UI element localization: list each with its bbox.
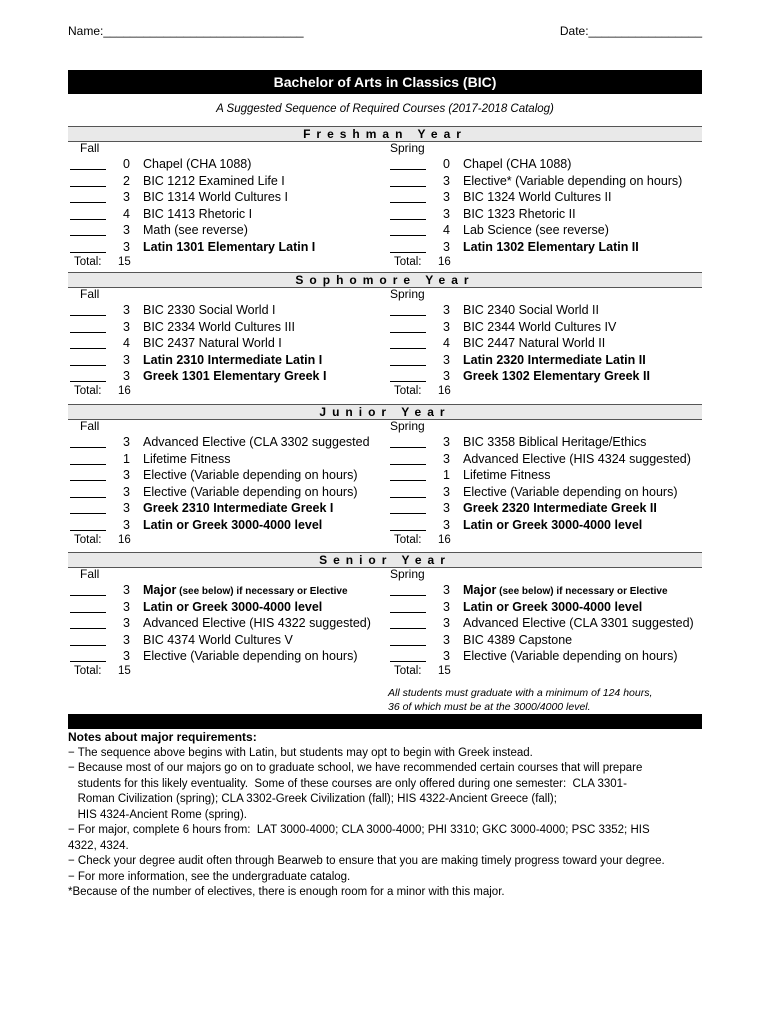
note-item: − For major, complete 6 hours from: LAT 3000-4000; CLA 3000-4000; PHI 3310; GKC 3000-4000; PSC 3352; HIS (68, 824, 650, 836)
course-name: BIC 4374 World Cultures V (143, 632, 293, 647)
course-name: Elective (Variable depending on hours) (143, 649, 358, 664)
note-item: − The sequence above begins with Latin, but students may opt to begin with Greek instead. (68, 746, 533, 759)
total-hours: 16 (438, 385, 451, 397)
grade-blank[interactable] (70, 303, 106, 316)
grade-blank[interactable] (390, 649, 426, 662)
grade-blank[interactable] (390, 303, 426, 316)
divider-bar (68, 714, 702, 729)
course-name: BIC 2330 Social World I (143, 303, 276, 317)
credit-hours: 3 (123, 599, 130, 614)
grade-blank[interactable] (390, 633, 426, 646)
grade-blank[interactable] (70, 600, 106, 613)
course-name-main: Major (143, 583, 177, 597)
credit-hours: 3 (443, 303, 450, 317)
course-name: Lifetime Fitness (463, 468, 551, 483)
grade-blank[interactable] (390, 174, 426, 187)
credit-hours: 3 (123, 352, 130, 367)
course-name: Advanced Elective (HIS 4324 suggested) (463, 451, 691, 466)
course-name: Latin or Greek 3000-4000 level (463, 599, 643, 614)
credit-hours: 4 (443, 336, 450, 351)
fall-label: Fall (80, 141, 100, 155)
spring-label: Spring (390, 567, 425, 581)
credit-hours: 3 (123, 518, 130, 532)
credit-hours: 3 (443, 190, 450, 205)
grade-blank[interactable] (390, 336, 426, 349)
grade-blank[interactable] (70, 649, 106, 662)
credit-hours: 4 (123, 336, 130, 351)
notes-list (68, 746, 708, 901)
spring-label: Spring (390, 141, 425, 155)
course-name: Math (see reverse) (143, 223, 248, 238)
total-hours: 15 (118, 665, 131, 677)
course-name-note: (see below) if necessary or Elective (496, 586, 668, 597)
spring-label: Spring (390, 419, 425, 433)
credit-hours: 1 (123, 451, 130, 466)
notes-title: Notes about major requirements: (68, 730, 257, 744)
course-name: Chapel (CHA 1088) (143, 157, 252, 171)
course-name: Latin or Greek 3000-4000 level (463, 518, 643, 532)
course-name: Greek 1302 Elementary Greek II (463, 369, 650, 384)
credit-hours: 3 (123, 369, 130, 384)
total-hours: 15 (118, 255, 131, 268)
graduation-note (388, 686, 652, 714)
grade-blank[interactable] (390, 518, 426, 531)
course-name: BIC 2340 Social World II (463, 303, 599, 317)
course-name: BIC 2334 World Cultures III (143, 319, 295, 334)
fall-label: Fall (80, 567, 100, 581)
credit-hours: 3 (443, 352, 450, 367)
grade-blank[interactable] (70, 501, 106, 514)
grade-blank[interactable] (70, 207, 106, 220)
grade-blank[interactable] (70, 485, 106, 498)
note-item: − Because most of our majors go on to graduate school, we have recommended certain courses that will prepare (68, 762, 643, 774)
course-name: BIC 2344 World Cultures IV (463, 319, 617, 334)
grade-blank[interactable] (70, 518, 106, 531)
credit-hours: 3 (123, 303, 130, 317)
note-item: *Because of the number of electives, there is enough room for a minor with this major. (68, 886, 505, 898)
date-field[interactable]: Date:_________________ (559, 24, 702, 38)
course-name: Advanced Elective (HIS 4322 suggested) (143, 616, 371, 631)
grade-blank[interactable] (390, 190, 426, 203)
grade-blank[interactable] (390, 157, 426, 170)
fall-label: Fall (80, 287, 100, 301)
course-name: BIC 4389 Capstone (463, 632, 573, 647)
note-item: students for this likely eventuality. Some of these courses are only offered during one semester: CLA 3301- (68, 777, 627, 790)
credit-hours: 3 (123, 501, 130, 516)
grade-blank[interactable] (70, 633, 106, 646)
total-label: Total: (74, 665, 102, 677)
course-name-note: (see below) if necessary or Elective (176, 586, 348, 597)
grade-blank[interactable] (70, 223, 106, 236)
year-header: Junior Year (68, 404, 702, 420)
grade-blank[interactable] (390, 616, 426, 629)
grade-blank[interactable] (70, 452, 106, 465)
grade-blank[interactable] (70, 190, 106, 203)
graduation-note-line: 36 of which must be at the 3000/4000 level. (388, 701, 591, 713)
total-label: Total: (394, 385, 422, 397)
note-item: − Check your degree audit often through Bearweb to ensure that you are making timely progress toward your degree. (68, 855, 665, 867)
credit-hours: 3 (443, 206, 450, 221)
credit-hours: 1 (443, 468, 450, 483)
credit-hours: 3 (443, 501, 450, 516)
grade-blank[interactable] (390, 583, 426, 596)
year-header: Senior Year (68, 552, 702, 568)
course-name: Elective* (Variable depending on hours) (463, 173, 683, 188)
course-name: Latin or Greek 3000-4000 level (143, 599, 323, 614)
course-name (143, 582, 348, 600)
course-name: BIC 1324 World Cultures II (463, 190, 612, 205)
credit-hours: 3 (443, 599, 450, 614)
credit-hours: 3 (123, 649, 130, 664)
grade-blank[interactable] (70, 616, 106, 629)
course-name: Advanced Elective (CLA 3301 suggested) (463, 616, 694, 631)
graduation-note-line: All students must graduate with a minimum of 124 hours, (388, 687, 653, 699)
course-name: Greek 1301 Elementary Greek I (143, 369, 327, 384)
note-item: − For more information, see the undergraduate catalog. (68, 870, 351, 883)
grade-blank[interactable] (390, 452, 426, 465)
credit-hours: 3 (123, 484, 130, 499)
course-name: Latin 1302 Elementary Latin II (463, 240, 639, 254)
course-name-main: Major (463, 583, 497, 597)
course-name: BIC 1212 Examined Life I (143, 173, 285, 188)
page-title: Bachelor of Arts in Classics (BIC) (68, 70, 702, 94)
grade-blank[interactable] (390, 369, 426, 382)
note-item: 4322, 4324. (68, 839, 129, 852)
grade-blank[interactable] (70, 583, 106, 596)
course-name: Latin 2320 Intermediate Latin II (463, 352, 646, 367)
course-name: BIC 2437 Natural World I (143, 336, 282, 351)
credit-hours: 3 (123, 190, 130, 205)
credit-hours: 3 (443, 173, 450, 188)
credit-hours: 4 (443, 223, 450, 238)
grade-blank[interactable] (70, 240, 106, 253)
year-header: Freshman Year (68, 126, 702, 142)
grade-blank[interactable] (70, 320, 106, 333)
total-hours: 16 (118, 385, 131, 397)
course-name: Advanced Elective (CLA 3302 suggested (143, 435, 370, 449)
credit-hours: 3 (443, 616, 450, 631)
page-subtitle: A Suggested Sequence of Required Courses (2017-2018 Catalog) (216, 103, 554, 115)
course-name: Elective (Variable depending on hours) (143, 484, 358, 499)
note-item: HIS 4324-Ancient Rome (spring). (68, 808, 247, 821)
grade-blank[interactable] (70, 336, 106, 349)
grade-blank[interactable] (390, 435, 426, 448)
course-name: Greek 2310 Intermediate Greek I (143, 501, 334, 516)
total-hours: 15 (438, 665, 451, 677)
course-name: Latin 1301 Elementary Latin I (143, 240, 316, 254)
grade-blank[interactable] (70, 174, 106, 187)
credit-hours: 4 (123, 206, 130, 221)
course-name: Latin 2310 Intermediate Latin I (143, 352, 323, 367)
total-label: Total: (394, 255, 422, 268)
notes-section (68, 730, 708, 901)
credit-hours: 3 (123, 632, 130, 647)
note-item: Roman Civilization (spring); CLA 3302-Greek Civilization (fall); HIS 4322-Ancient Greece (fall); (68, 793, 557, 805)
course-name: Lab Science (see reverse) (463, 223, 609, 238)
credit-hours: 3 (443, 451, 450, 466)
grade-blank[interactable] (390, 485, 426, 498)
credit-hours: 2 (123, 173, 130, 188)
credit-hours: 3 (443, 649, 450, 664)
total-label: Total: (394, 665, 422, 677)
grade-blank[interactable] (390, 501, 426, 514)
course-name (463, 582, 668, 600)
course-name: Elective (Variable depending on hours) (463, 649, 678, 664)
course-name: Greek 2320 Intermediate Greek II (463, 501, 657, 516)
credit-hours: 3 (123, 223, 130, 238)
course-name: BIC 1323 Rhetoric II (463, 206, 576, 221)
total-hours: 16 (118, 533, 131, 546)
credit-hours: 3 (443, 632, 450, 647)
credit-hours: 3 (443, 583, 450, 597)
credit-hours: 3 (123, 468, 130, 483)
course-name: Chapel (CHA 1088) (463, 157, 572, 171)
grade-blank[interactable] (390, 223, 426, 236)
grade-blank[interactable] (390, 353, 426, 366)
name-field[interactable]: Name:______________________________ (68, 24, 304, 38)
credit-hours: 3 (123, 616, 130, 631)
total-label: Total: (74, 385, 102, 397)
grade-blank[interactable] (70, 157, 106, 170)
grade-blank[interactable] (390, 320, 426, 333)
credit-hours: 0 (443, 157, 450, 171)
spring-label: Spring (390, 287, 425, 301)
total-label: Total: (74, 255, 102, 268)
credit-hours: 3 (443, 484, 450, 499)
grade-blank[interactable] (390, 207, 426, 220)
course-name: BIC 1314 World Cultures I (143, 190, 288, 205)
course-name: Latin or Greek 3000-4000 level (143, 518, 323, 532)
year-header: Sophomore Year (68, 272, 702, 288)
course-name: BIC 3358 Biblical Heritage/Ethics (463, 435, 647, 449)
grade-blank[interactable] (70, 353, 106, 366)
course-name: BIC 2447 Natural World II (463, 336, 606, 351)
credit-hours: 3 (123, 583, 130, 597)
credit-hours: 3 (443, 240, 450, 254)
credit-hours: 3 (443, 369, 450, 384)
credit-hours: 3 (443, 518, 450, 532)
credit-hours: 0 (123, 157, 130, 171)
course-name: Elective (Variable depending on hours) (463, 484, 678, 499)
credit-hours: 3 (123, 435, 130, 449)
grade-blank[interactable] (70, 435, 106, 448)
grade-blank[interactable] (390, 468, 426, 481)
credit-hours: 3 (443, 319, 450, 334)
credit-hours: 3 (123, 240, 130, 254)
fall-label: Fall (80, 419, 100, 433)
course-name: BIC 1413 Rhetoric I (143, 206, 253, 221)
total-hours: 16 (438, 255, 451, 268)
course-name: Lifetime Fitness (143, 451, 231, 466)
total-label: Total: (394, 533, 422, 546)
grade-blank[interactable] (70, 369, 106, 382)
credit-hours: 3 (123, 319, 130, 334)
grade-blank[interactable] (390, 240, 426, 253)
total-label: Total: (74, 533, 102, 546)
grade-blank[interactable] (70, 468, 106, 481)
course-name: Elective (Variable depending on hours) (143, 468, 358, 483)
total-hours: 16 (438, 533, 451, 546)
grade-blank[interactable] (390, 600, 426, 613)
credit-hours: 3 (443, 435, 450, 449)
